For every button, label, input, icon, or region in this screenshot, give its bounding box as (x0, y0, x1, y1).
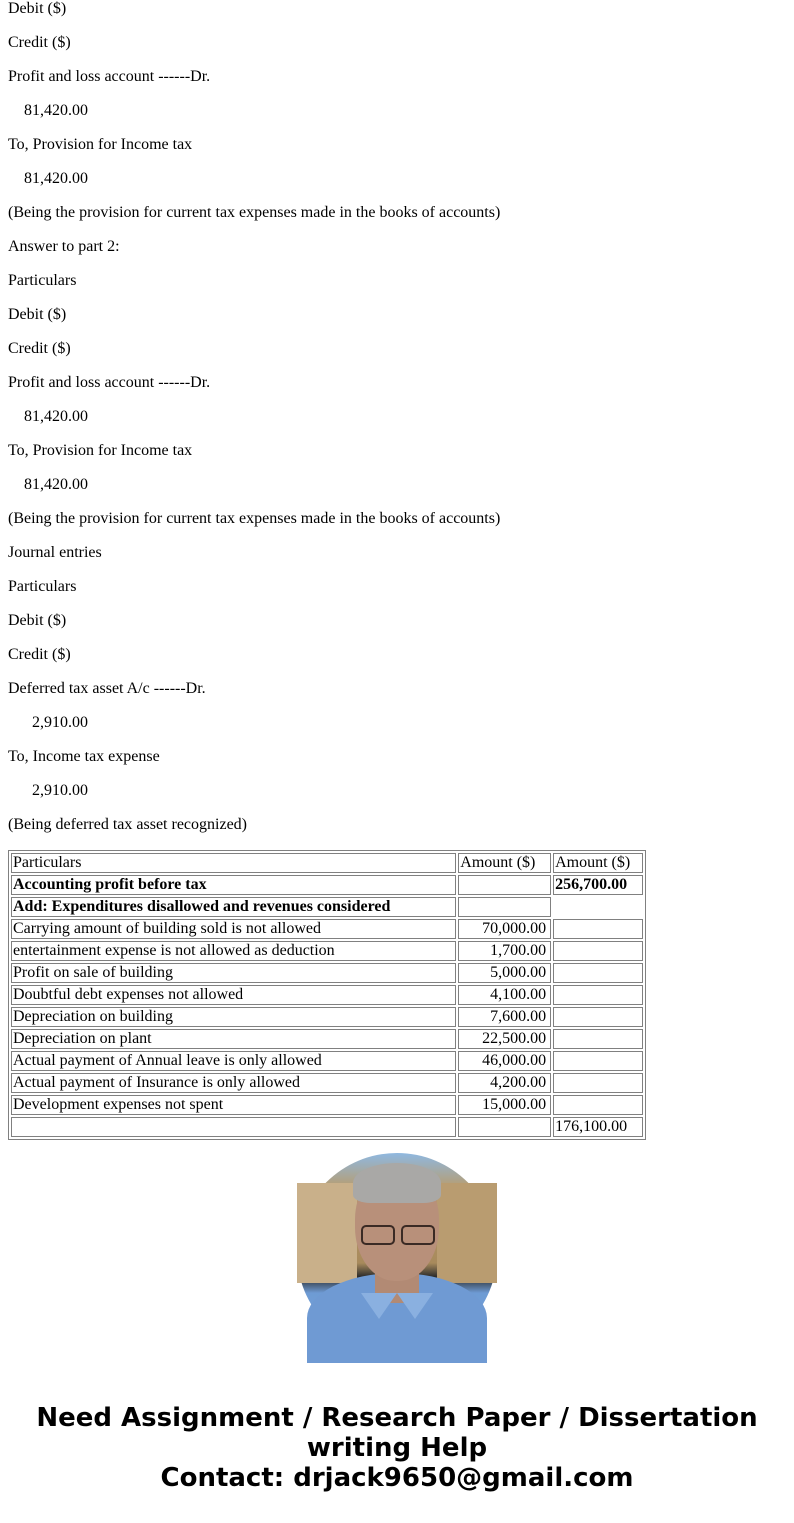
row-label: Actual payment of Annual leave is only allowed (11, 1051, 456, 1071)
row-label: Depreciation on plant (11, 1029, 456, 1049)
row-amount-1: 5,000.00 (458, 963, 551, 983)
header-credit: Credit ($) (8, 340, 71, 357)
table-row (11, 1051, 643, 1071)
header-credit: Credit ($) (8, 646, 71, 663)
document-body (8, 0, 786, 1135)
glasses-icon (361, 1225, 395, 1245)
row-label: Accounting profit before tax (11, 875, 456, 895)
row-amount-1 (458, 897, 551, 917)
row-amount-2: 176,100.00 (553, 1117, 643, 1137)
collar-shape (397, 1293, 433, 1319)
row-amount-1: 4,200.00 (458, 1073, 551, 1093)
background-wall-left (297, 1183, 357, 1283)
row-amount-1 (458, 875, 551, 895)
table-row (11, 1095, 643, 1115)
promo-line-2: writing Help (306, 1433, 488, 1463)
collar-shape (361, 1293, 397, 1319)
row-amount-2 (553, 1095, 643, 1115)
credit-amount: 81,420.00 (24, 170, 88, 187)
section-heading: Answer to part 2: (8, 238, 120, 255)
table-row-profit (11, 875, 643, 895)
section-heading: Journal entries (8, 544, 102, 561)
narration: (Being the provision for current tax expenses made in the books of accounts) (8, 510, 501, 527)
row-label (11, 1117, 456, 1137)
table-row (11, 1029, 643, 1049)
debit-amount: 81,420.00 (24, 408, 88, 425)
row-label: Development expenses not spent (11, 1095, 456, 1115)
narration: (Being the provision for current tax expenses made in the books of accounts) (8, 204, 501, 221)
row-amount-1 (458, 1117, 551, 1137)
credit-amount: 2,910.00 (32, 782, 88, 799)
row-label: Doubtful debt expenses not allowed (11, 985, 456, 1005)
row-amount-1: 22,500.00 (458, 1029, 551, 1049)
row-label: Depreciation on building (11, 1007, 456, 1027)
debit-account: Profit and loss account ------Dr. (8, 68, 211, 85)
table-row (11, 985, 643, 1005)
hair-shape (353, 1163, 441, 1203)
credit-amount: 81,420.00 (24, 476, 88, 493)
row-amount-1: 4,100.00 (458, 985, 551, 1005)
table-row (11, 1073, 643, 1093)
header-debit: Debit ($) (8, 306, 67, 323)
author-avatar (297, 1153, 497, 1353)
row-amount-2: 256,700.00 (553, 875, 643, 895)
row-amount-1: 46,000.00 (458, 1051, 551, 1071)
row-amount-1: 1,700.00 (458, 941, 551, 961)
header-amount-2: Amount ($) (553, 853, 643, 873)
credit-account: To, Provision for Income tax (8, 136, 193, 153)
row-amount-2 (553, 897, 643, 917)
table-row-add-heading (11, 897, 643, 917)
narration: (Being deferred tax asset recognized) (8, 816, 247, 833)
header-credit: Credit ($) (8, 34, 71, 51)
row-amount-1: 15,000.00 (458, 1095, 551, 1115)
debit-amount: 81,420.00 (24, 102, 88, 119)
table-row (11, 919, 643, 939)
credit-account: To, Income tax expense (8, 748, 160, 765)
debit-amount: 2,910.00 (32, 714, 88, 731)
row-label: Profit on sale of building (11, 963, 456, 983)
row-amount-2 (553, 941, 643, 961)
glasses-icon (401, 1225, 435, 1245)
row-amount-2 (553, 1029, 643, 1049)
taxable-income-table (8, 850, 646, 1140)
promo-line-1: Need Assignment / Research Paper / Dissertation (36, 1403, 758, 1433)
header-amount-1: Amount ($) (458, 853, 551, 873)
row-amount-1: 70,000.00 (458, 919, 551, 939)
promo-contact: Contact: drjack9650@gmail.com (160, 1463, 634, 1493)
table-header-row (11, 853, 643, 873)
row-amount-1: 7,600.00 (458, 1007, 551, 1027)
debit-account: Deferred tax asset A/c ------Dr. (8, 680, 206, 697)
row-label: Add: Expenditures disallowed and revenues considered (11, 897, 456, 917)
header-particulars: Particulars (11, 853, 456, 873)
credit-account: To, Provision for Income tax (8, 442, 193, 459)
row-label: Carrying amount of building sold is not allowed (11, 919, 456, 939)
table-row (11, 963, 643, 983)
header-debit: Debit ($) (8, 612, 67, 629)
background-wall-right (437, 1183, 497, 1283)
header-particulars: Particulars (8, 272, 77, 289)
promo-message (0, 1403, 794, 1493)
row-amount-2 (553, 1051, 643, 1071)
promo-section (0, 1140, 794, 1493)
row-amount-2 (553, 985, 643, 1005)
table-row (11, 1007, 643, 1027)
header-particulars: Particulars (8, 578, 77, 595)
header-debit: Debit ($) (8, 0, 67, 17)
debit-account: Profit and loss account ------Dr. (8, 374, 211, 391)
row-amount-2 (553, 1073, 643, 1093)
table-row (11, 941, 643, 961)
row-amount-2 (553, 919, 643, 939)
row-label: Actual payment of Insurance is only allowed (11, 1073, 456, 1093)
table-row-subtotal (11, 1117, 643, 1137)
row-amount-2 (553, 1007, 643, 1027)
row-amount-2 (553, 963, 643, 983)
row-label: entertainment expense is not allowed as deduction (11, 941, 456, 961)
